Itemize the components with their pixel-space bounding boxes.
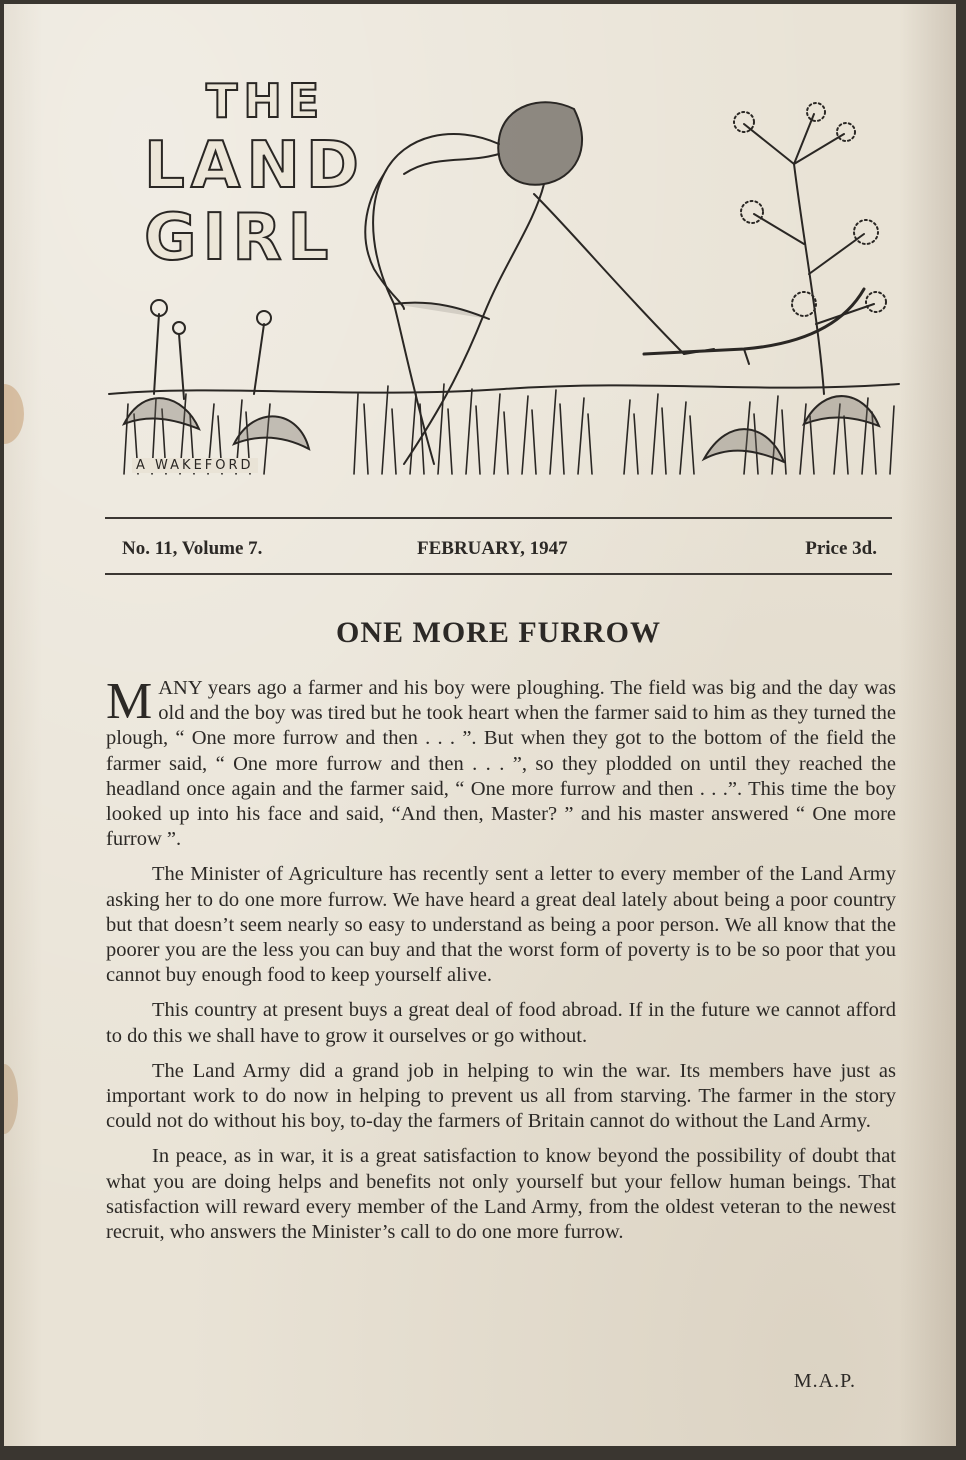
artist-credit: A WAKEFORD — [132, 458, 258, 473]
paragraph: In peace, as in war, it is a great satisfaction to know beyond the possibility of doubt that what you are doing helps and benefits not only yourself but your fellow human beings. That satisfaction will reward every member of the Land Army, from the oldest veteran to the newest recruit, who answers the Minister’s call to do one more furrow. — [106, 1145, 896, 1244]
issue-number-volume: No. 11, Volume 7. — [122, 538, 263, 559]
title-line-the: THE — [206, 74, 326, 128]
paragraph-1-text: ANY years ago a farmer and his boy were ploughing. The field was big and the day was old and the boy was tired but he took heart when the farmer said to him as they turned the plough, “ One more furrow and then . . . ”. But when they got to the bottom of the field the farmer said, “ One more furrow and then . . . ”, so they plodded on until they reached the headland once again and the farmer said, “ One more furrow and then . . .”. This time the boy looked up into his face and said, “And then, Master? ” and his master answered “ One more furrow ”. — [106, 677, 896, 851]
author-signature: M.A.P. — [793, 1370, 856, 1392]
paragraph: The Land Army did a grand job in helping to win the war. Its members have just as important work to do now in helping to prevent us all from starving. The farmer in the story could not do without his boy, to-day the farmers of Britain cannot do without the Land Army. — [106, 1059, 896, 1133]
paragraph — [106, 673, 896, 852]
issue-info-bar — [122, 538, 877, 562]
top-rule — [105, 517, 892, 519]
paragraph: The Minister of Agriculture has recently sent a letter to every member of the Land Army asking her to do one more furrow. We have heard a great deal lately about being a poor country but that doesn’t seem nearly so easy to understand as being a poor person. We all know that the poorer you are the less you can buy and that the worst form of poverty is to be so poor that you cannot buy enough food to keep yourself alive. — [106, 863, 896, 987]
issue-date: FEBRUARY, 1947 — [417, 538, 568, 559]
magazine-title — [144, 74, 394, 275]
title-line-land: LAND — [144, 129, 365, 203]
paragraph: This country at present buys a great deal of food abroad. If in the future we cannot afford to do this we shall have to grow it ourselves or go without. — [106, 999, 896, 1047]
article-title: ONE MORE FURROW — [336, 616, 661, 649]
title-line-girl: GIRL — [144, 201, 335, 275]
drop-cap: M — [106, 673, 153, 730]
issue-price: Price 3d. — [805, 538, 877, 559]
paper-stain — [4, 1064, 18, 1134]
magazine-page — [4, 4, 956, 1446]
article-body — [106, 673, 896, 1255]
masthead-illustration — [104, 64, 904, 494]
paper-stain — [4, 384, 24, 444]
bottom-rule — [105, 573, 892, 575]
